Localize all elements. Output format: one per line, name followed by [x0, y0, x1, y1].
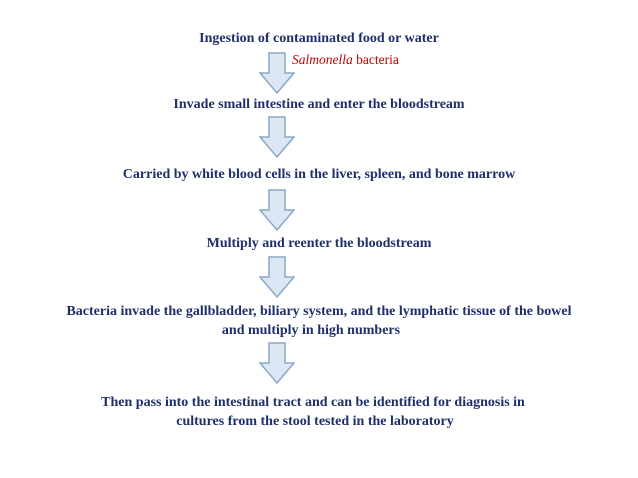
step-6-intestinal-tract-line-1: Then pass into the intestinal tract and can be identified for diagnosis in — [101, 395, 525, 410]
step-1-ingestion: Ingestion of contaminated food or water — [199, 31, 439, 46]
step-4-multiply-reenter: Multiply and reenter the bloodstream — [206, 236, 432, 251]
down-arrow-icon — [259, 256, 295, 298]
step-5-gallbladder-line-1: Bacteria invade the gallbladder, biliary system, and the lymphatic tissue of the bowel — [66, 304, 572, 319]
salmonella-annotation — [292, 52, 399, 68]
down-arrow-icon — [259, 116, 295, 158]
down-arrow-icon — [259, 189, 295, 231]
down-arrow-icon — [259, 52, 295, 94]
step-5-gallbladder-line-2: and multiply in high numbers — [221, 323, 401, 338]
step-2-invade-intestine: Invade small intestine and enter the bloodstream — [173, 97, 465, 112]
down-arrow-icon — [259, 342, 295, 384]
step-6-intestinal-tract-line-2: cultures from the stool tested in the laboratory — [176, 414, 454, 429]
bacteria-label: bacteria — [352, 52, 399, 67]
salmonella-label: Salmonella — [292, 52, 353, 67]
step-3-white-blood-cells: Carried by white blood cells in the liver, spleen, and bone marrow — [122, 167, 516, 182]
